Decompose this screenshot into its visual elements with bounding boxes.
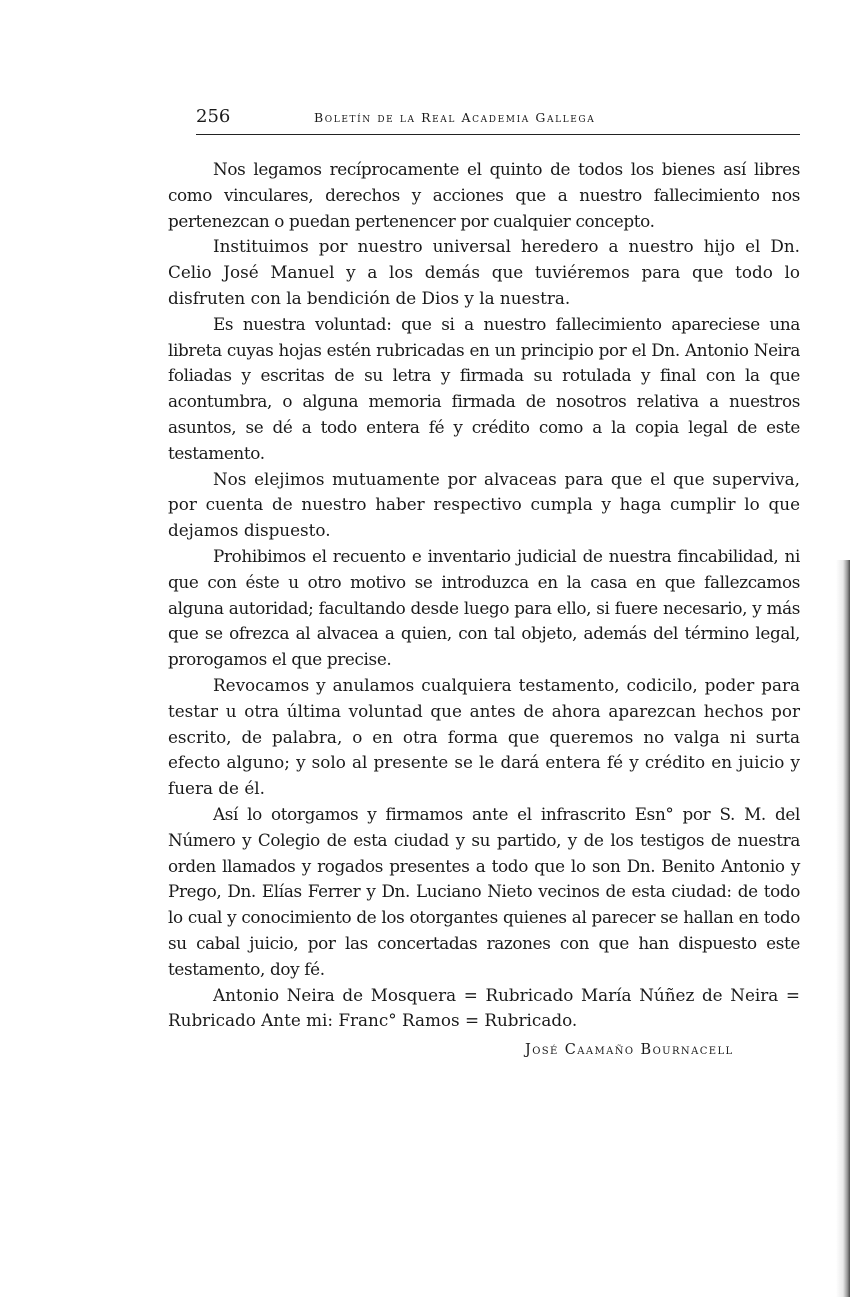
page-header (196, 104, 800, 135)
page-binding-shadow (836, 560, 850, 1297)
paragraph-inventory-prohibition: Prohibimos el recuento e inventario judicial de nuestra fincabilidad, ni que con éste u otro motivo se introduzca en la casa en que fallezcamos alguna autoridad; facultando desde luego para ello, si fuere necesario, y más que se ofrezca al alvacea a quien, con tal objeto, además del término legal, prorogamos el que precise. (168, 545, 800, 670)
paragraph-attestation: Así lo otorgamos y firmamos ante el infrascrito Esn° por S. M. del Número y Colegio de esta ciudad y su partido, y de los testigos de nuestra orden llamados y rogados presentes a todo que lo son Dn. Benito Antonio y Prego, Dn. Elías Ferrer y Dn. Luciano Nieto vecinos de esta ciudad: de todo lo cual y conocimiento de los otorgantes quienes al parecer se hallan en todo su cabal juicio, por las concertadas razones con que han dispuesto este testamento, doy fé. (168, 803, 800, 979)
paragraph-executors: Nos elejimos mutuamente por alvaceas para que el que superviva, por cuenta de nuestro haber respectivo cumpla y haga cumplir lo que dejamos dispuesto. (168, 468, 800, 541)
paragraph-revocation: Revocamos y anulamos cualquiera testamento, codicilo, poder para testar u otra última voluntad que antes de ahora aparezcan hechos por escrito, de palabra, o en otra forma que queremos no valga ni surta efecto alguno; y solo al presente se le dará entera fé y crédito en juicio y fuera de él. (168, 674, 800, 799)
document-body (168, 157, 800, 1034)
author-signature: José Caamaño Bournacell (525, 1042, 734, 1058)
running-title: Boletín de la Real Academia Gallega (314, 110, 596, 125)
paragraph-mutual-bequest: Nos legamos recíprocamente el quinto de todos los bienes así libres como vinculares, derechos y acciones que a nuestro fallecimiento nos pertenezcan o puedan pertenencer por cualquier concepto. (168, 159, 800, 231)
paragraph-signatures: Antonio Neira de Mosquera = Rubricado María Núñez de Neira = Rubricado Ante mi: Franc° Ramos = Rubricado. (168, 984, 800, 1031)
paragraph-heir: Instituimos por nuestro universal heredero a nuestro hijo el Dn. Celio José Manuel y a los demás que tuviéremos para que todo lo disfruten con la bendición de Dios y la nuestra. (168, 236, 800, 308)
paragraph-will-notebook: Es nuestra voluntad: que si a nuestro fallecimiento apareciese una libreta cuyas hojas estén rubricadas en un principio por el Dn. Antonio Neira foliadas y escritas de su letra y firmada su rotulada y final con la que acontumbra, o alguna memoria firmada de nosotros relativa a nuestros asuntos, se dé a todo entera fé y crédito como a la copia legal de este testamento. (168, 313, 800, 463)
page-number: 256 (196, 106, 231, 127)
